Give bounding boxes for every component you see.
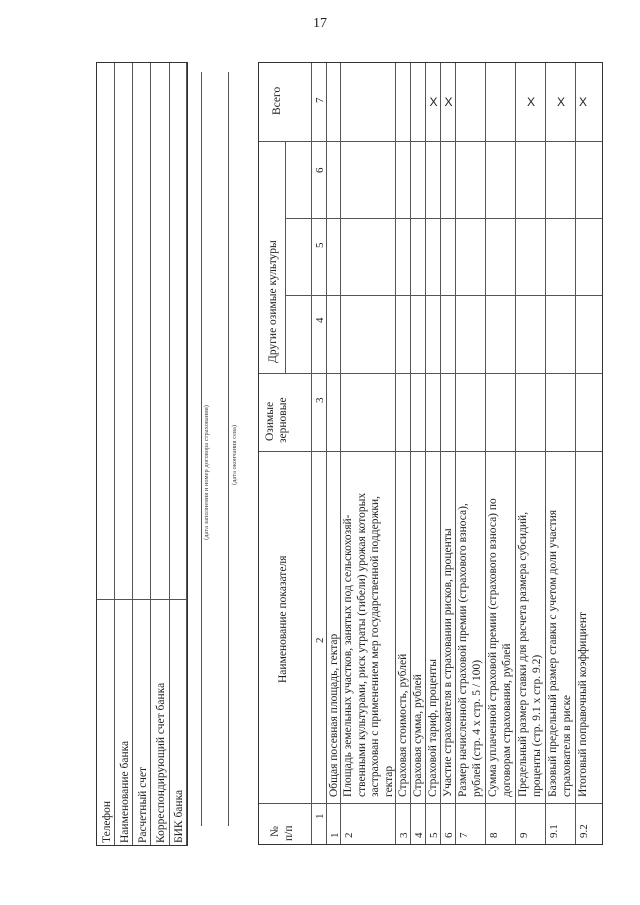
not-applicable-mark: X xyxy=(429,95,438,109)
row-label: Итоговый поправочный коэффициент xyxy=(577,611,589,797)
header-winter-grain: Озимые xyxy=(264,401,276,441)
bank-label-corr-account: Корреспондирующий счет банка xyxy=(155,682,167,843)
row-number: 3 xyxy=(398,832,410,838)
column-number: 2 xyxy=(314,637,326,643)
not-applicable-mark: X xyxy=(444,95,453,109)
row-number: 8 xyxy=(488,832,500,838)
column-number: 1 xyxy=(314,813,326,819)
row-label: рублей (стр. 4 х стр. 5 / 100) xyxy=(470,659,483,797)
signature-caption: (дата заполнения и номер договора страхования) xyxy=(203,405,210,540)
row-label: Площадь земельных участков, занятых под сельскохозяй- xyxy=(342,514,354,797)
row-number: 5 xyxy=(428,832,440,838)
row-number: 4 xyxy=(413,832,425,838)
row-label: Предельный размер ставки для расчета размера субсидий, xyxy=(517,511,529,797)
period-line xyxy=(228,72,229,826)
row-label: страхователя в риске xyxy=(560,694,573,797)
period-caption: (дата окончания сева) xyxy=(231,424,238,485)
bank-label-phone: Телефон xyxy=(101,800,113,843)
row-number: 9.1 xyxy=(548,824,560,838)
signature-line xyxy=(201,72,202,826)
header-num: № xyxy=(269,826,281,837)
header-num-sub: п/п xyxy=(283,825,295,841)
column-number: 4 xyxy=(314,317,326,323)
header-winter-grain-sub: зерновые xyxy=(277,397,289,443)
bank-label-account: Расчетный счет xyxy=(137,767,149,843)
row-label: Общая посевная площадь, гектар xyxy=(328,633,340,797)
header-name: Наименование показателя xyxy=(277,555,289,683)
bank-requisites-table xyxy=(96,62,188,846)
column-number: 3 xyxy=(314,397,326,403)
row-label: застрахован с применением мер государственной поддержки, xyxy=(369,495,381,797)
row-label: Базовый предельный размер ставки с учетом доли участия xyxy=(547,509,559,797)
row-label: гектар xyxy=(382,765,395,797)
row-number: 9.2 xyxy=(578,824,590,838)
not-applicable-mark: X xyxy=(527,95,536,109)
row-label: Страховая сумма, рублей xyxy=(412,674,424,797)
column-number: 6 xyxy=(314,167,326,173)
column-number-strip xyxy=(312,63,327,844)
row-label: Страховой тариф, проценты xyxy=(427,659,439,797)
page-number: 17 xyxy=(313,16,327,31)
column-number: 5 xyxy=(314,242,326,248)
bank-label-bik: БИК банка xyxy=(173,789,185,843)
row-label: Размер начисленной страховой премии (страхового взноса), xyxy=(457,503,469,797)
row-label: договорам страхования, рублей xyxy=(500,643,513,797)
column-number: 7 xyxy=(314,97,326,103)
insurance-indicators-table xyxy=(258,62,603,845)
row-label: ственными культурами, риск утраты (гибели) урожая которых xyxy=(355,492,368,797)
bank-label-name: Наименование банка xyxy=(119,740,131,843)
row-number: 9 xyxy=(518,832,530,838)
header-other-winter: Другие озимые культуры xyxy=(267,240,279,363)
row-label: Сумма уплаченной страховой премии (страхового взноса) по xyxy=(487,498,499,797)
row-number: 7 xyxy=(458,832,470,838)
not-applicable-mark: X xyxy=(557,95,566,109)
row-number: 6 xyxy=(443,832,455,838)
row-label: Страховая стоимость, рублей xyxy=(397,653,409,797)
subheader-divider xyxy=(285,141,286,373)
not-applicable-mark: X xyxy=(579,95,588,109)
row-label: Участие страхователя в страховании рисков, проценты xyxy=(442,528,454,797)
row-label: проценты (стр. 9.1 х стр. 9.2) xyxy=(530,654,543,797)
header-total: Всего xyxy=(271,86,283,115)
row-number: 1 xyxy=(329,832,341,838)
row-number: 2 xyxy=(343,832,355,838)
